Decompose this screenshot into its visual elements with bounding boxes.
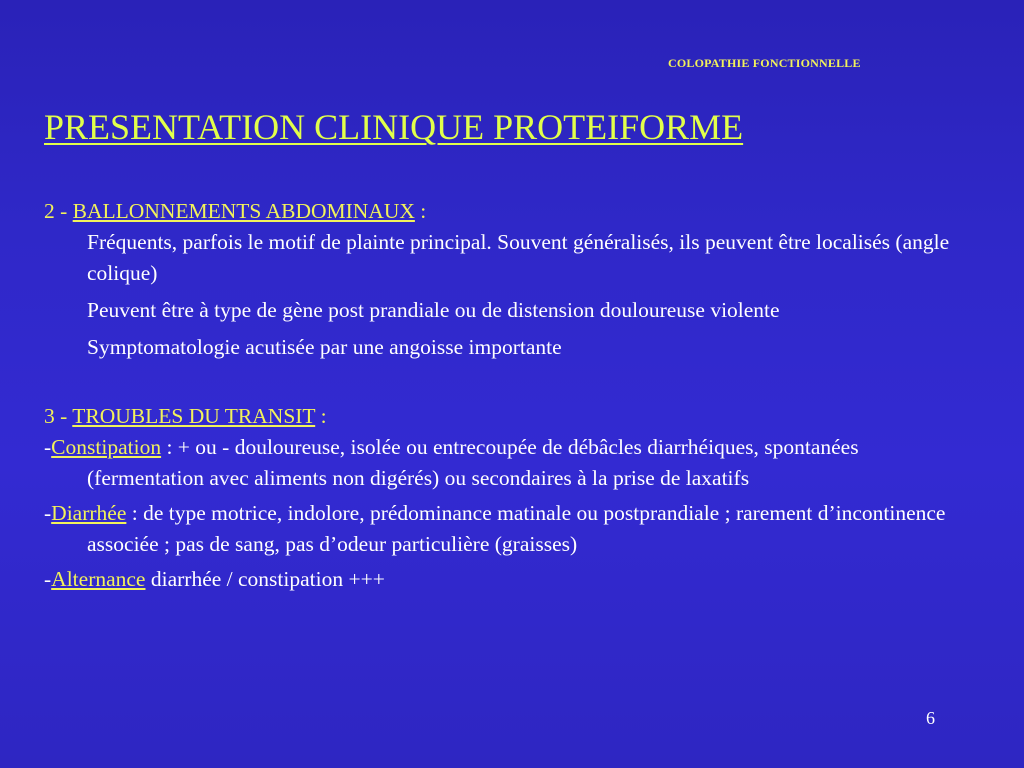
section-spacer — [44, 363, 974, 401]
section-3-prefix: 3 - — [44, 404, 73, 428]
transit-item-alternance — [44, 564, 974, 595]
item-dash: - — [44, 501, 52, 525]
section-3-title: TROUBLES DU TRANSIT — [72, 404, 316, 428]
item-label: Constipation — [51, 435, 162, 459]
item-text: : de type motrice, indolore, prédominance matinale ou postprandiale ; rarement d’incontinence associée ; pas de sang, pas d’odeur particulière (graisses) — [87, 501, 946, 556]
page-number: 6 — [926, 708, 935, 728]
section-2-suffix: : — [414, 199, 427, 223]
transit-item-diarrhee — [44, 498, 974, 560]
transit-item-constipation — [44, 432, 974, 494]
section-3-suffix: : — [315, 404, 327, 428]
slide-title: PRESENTATION CLINIQUE PROTEIFORME — [44, 107, 744, 147]
slide-content — [44, 196, 974, 595]
item-dash: - — [44, 567, 52, 591]
section-2-heading — [44, 196, 974, 227]
section-2-paragraph: Symptomatologie acutisée par une angoisse importante — [87, 335, 562, 359]
slide-header-tag: COLOPATHIE FONCTIONNELLE — [668, 56, 861, 70]
section-2-prefix: 2 - — [44, 199, 73, 223]
item-text: : + ou - douloureuse, isolée ou entrecoupée de débâcles diarrhéiques, spontanées (fermentation avec aliments non digérés) ou secondaires à la prise de laxatifs — [87, 435, 859, 490]
item-text: diarrhée / constipation +++ — [145, 567, 385, 591]
section-2-title: BALLONNEMENTS ABDOMINAUX — [72, 199, 415, 223]
item-label: Alternance — [51, 567, 146, 591]
section-2-paragraph: Fréquents, parfois le motif de plainte principal. Souvent généralisés, ils peuvent être localisés (angle colique) — [87, 230, 950, 285]
section-2-paragraph: Peuvent être à type de gène post prandiale ou de distension douloureuse violente — [87, 298, 780, 322]
section-3-heading — [44, 401, 974, 432]
item-label: Diarrhée — [51, 501, 127, 525]
item-dash: - — [44, 435, 52, 459]
